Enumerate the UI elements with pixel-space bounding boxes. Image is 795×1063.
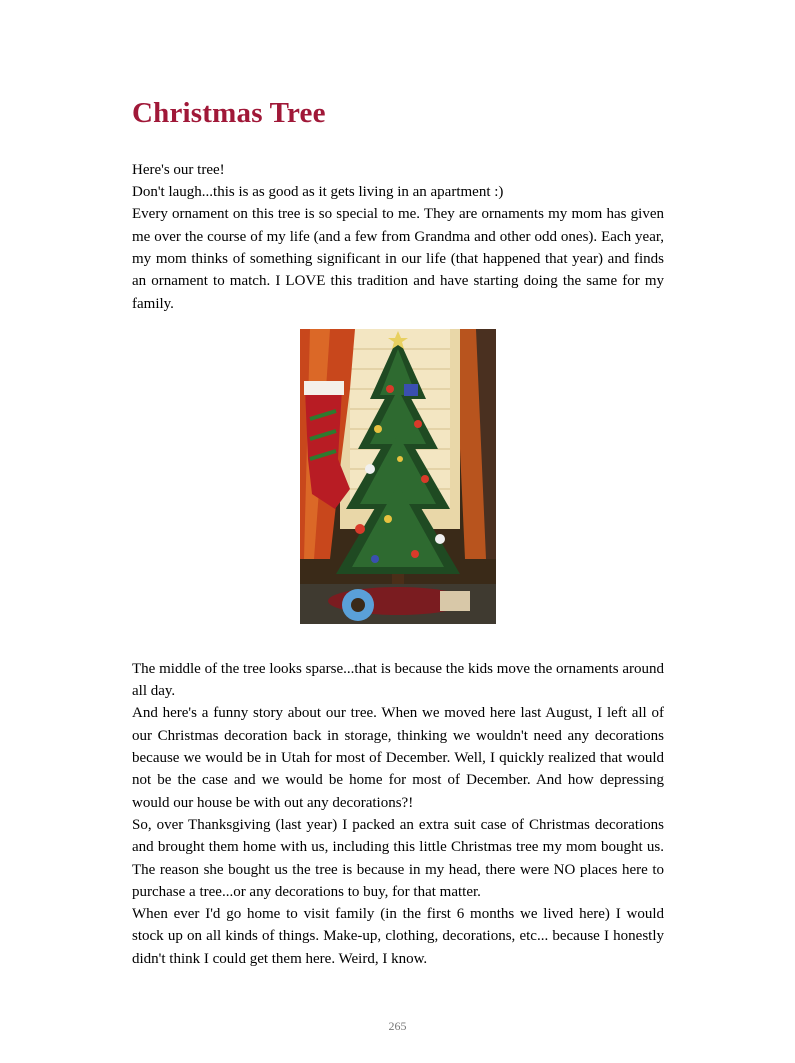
paragraph: And here's a funny story about our tree. When we moved here last August, I left all of our Christmas decoration back in storage, thinking we wouldn't need any decorations because we would be in Utah for most of December. Well, I quickly realized that would not be the case and we would be home for most of December. And how depressing would our house be with out any decorations?! (132, 705, 664, 811)
paragraph: The middle of the tree looks sparse...that is because the kids move the ornaments around all day. (132, 660, 664, 700)
christmas-tree-photo (300, 329, 496, 624)
story-text (132, 658, 664, 970)
page-number: 265 (388, 1019, 407, 1033)
photo-container (132, 329, 664, 624)
paragraph: When ever I'd go home to visit family (in the first 6 months we lived here) I would stock up on all kinds of things. Make-up, clothing, decorations, etc... because I honestly didn't think I could get them here. Weird, I know. (132, 906, 664, 967)
paragraph: So, over Thanksgiving (last year) I packed an extra suit case of Christmas decorations and brought them home with us, including this little Christmas tree my mom bought us. The reason she bought us the tree is because in my head, there were NO places here to purchase a tree...or any decorations to buy, for that matter. (132, 816, 664, 900)
paragraph: Here's our tree! (132, 161, 225, 178)
page-content (132, 96, 664, 970)
page-title: Christmas Tree (132, 97, 326, 129)
intro-text (132, 159, 664, 315)
paragraph: Don't laugh...this is as good as it gets living in an apartment :) (132, 184, 504, 201)
paragraph: Every ornament on this tree is so special to me. They are ornaments my mom has given me over the course of my life (and a few from Grandma and other odd ones). Each year, my mom thinks of something significant in our life (that happened that year) and finds an ornament to match. I LOVE this tradition and have starting doing the same for my family. (132, 206, 664, 312)
